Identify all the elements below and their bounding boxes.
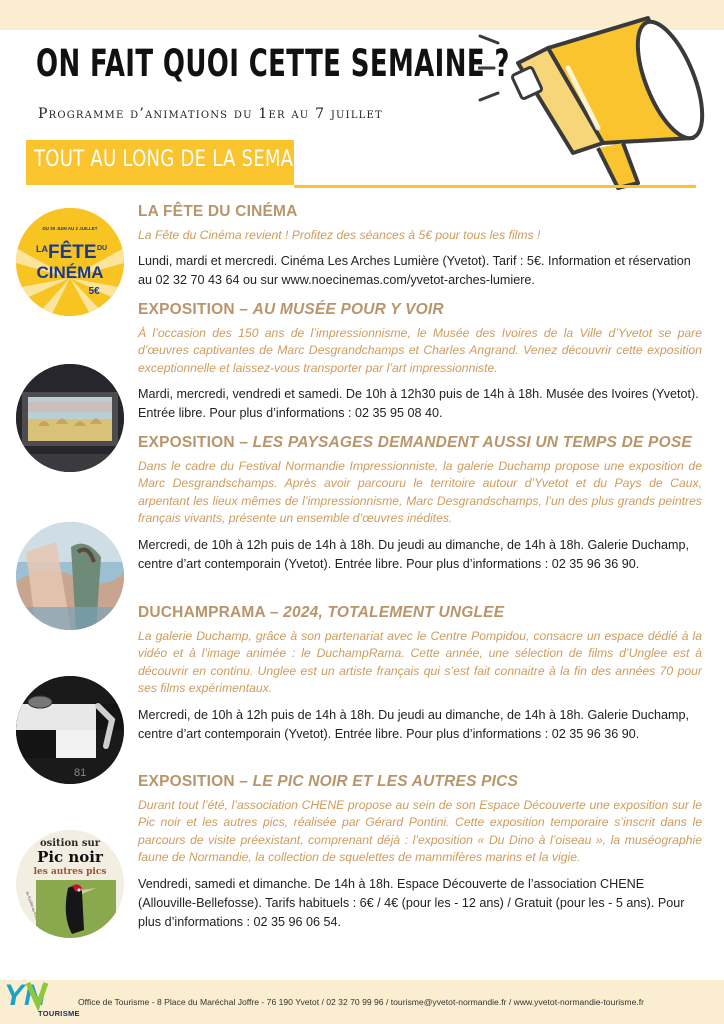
event-thumbnail-musee: [16, 364, 124, 472]
logo-letters: YN: [4, 979, 46, 1012]
pic-poster-line3: les autres pics: [33, 867, 107, 877]
event-title: [138, 203, 702, 221]
video-still-graphic: [16, 676, 124, 784]
painting-photo-graphic: [16, 364, 124, 472]
section-banner-label: TOUT AU LONG DE LA SEMAINE: [34, 147, 325, 172]
cinema-poster-graphic: [16, 208, 124, 316]
event-practical-info: Mercredi, de 10h à 12h puis de 14h à 18h. Du jeudi au dimanche, de 14h à 18h. Galerie Duchamp, centre d’art contemporain (Yvetot). Entrée libre. Pour plus d’informations : 02 35 96 36 90.: [138, 707, 689, 741]
event-thumbnail-pic-noir: [16, 830, 124, 938]
video-still-number: 81: [74, 767, 87, 779]
pic-poster-line2: Pic noir: [37, 848, 103, 866]
footer-contact: Office de Tourisme - 8 Place du Maréchal Joffre - 76 190 Yvetot / 02 32 70 99 96 / tourisme@yvetot-normandie.fr / www.yvetot-normandie-tourisme.fr: [78, 997, 644, 1007]
cinema-poster-du: DU: [97, 245, 108, 252]
cinema-poster-fete: FÊTE: [48, 242, 97, 263]
event-title: [138, 434, 702, 452]
event-title-italic: LE PIC NOIR ET LES AUTRES PICS: [252, 773, 519, 790]
event-duchamprama: [138, 604, 702, 744]
event-description: La Fête du Cinéma revient ! Profitez des séances à 5€ pour tous les films !: [138, 228, 541, 242]
event-title-main: DUCHAMPRAMA –: [138, 604, 284, 621]
pic-noir-poster-graphic: [16, 830, 124, 938]
event-title: [138, 301, 702, 319]
event-title-italic: LES PAYSAGES DEMANDENT AUSSI UN TEMPS DE POSE: [252, 434, 692, 451]
event-thumbnail-paysages: [16, 522, 124, 630]
cinema-poster-dates: DU 30 JUIN AU 2 JUILLET: [42, 226, 98, 231]
event-thumbnail-cinema: [16, 208, 124, 316]
event-au-musee-pour-y-voir: [138, 301, 702, 423]
event-practical-info: Vendredi, samedi et dimanche. De 14h à 18h. Espace Découverte de l’association CHENE (Allouville-Bellefosse). Tarifs habituels : 6€ / 4€ (pour les - 12 ans) / Gratuit (pour les - 5 ans). Pour plus d’informations : 02 35 96 06 54.: [138, 876, 685, 929]
event-practical-info: Lundi, mardi et mercredi. Cinéma Les Arches Lumière (Yvetot). Tarif : 5€. Information et réservation au 02 32 70 43 64 ou sur www.noecinemas.com/yvetot-arches-lumiere.: [138, 254, 691, 288]
event-description: Durant tout l’été, l’association CHENE propose au sein de son Espace Découverte une exposition sur le Pic noir et les autres pics, réalisée par Gérard Pontini. Cette exposition temporaire s’inscrit dans le parcours de visite préexistant, comprenant déjà : l’exposition « Du Dino à l’oiseau », la muséographie faune de Normandie, la collection de squelettes de mammifères marins et la vigie.: [138, 798, 702, 865]
event-title-main: EXPOSITION –: [138, 301, 253, 318]
section-divider: [294, 185, 696, 188]
event-title: [138, 604, 702, 622]
paysage-painting-graphic: [16, 522, 124, 630]
page-subtitle: Programme d’animations du 1er au 7 juillet: [38, 106, 383, 122]
event-description: À l’occasion des 150 ans de l’impressionnisme, le Musée des Ivoires de la Ville d’Yvetot se pare d’œuvres captivantes de Marc Desgrandchamps et Charles Angrand. Venez découvrir cette exposition exceptionnelle et laissez-vous transporter par l’art impressionniste.: [138, 326, 702, 375]
event-fete-du-cinema: [138, 203, 702, 290]
megaphone-icon: [478, 8, 718, 198]
event-pic-noir: [138, 773, 702, 932]
logo-wordmark: TOURISME: [38, 1009, 80, 1018]
event-title-italic: AU MUSÉE POUR Y VOIR: [252, 301, 444, 318]
event-title-main: LA FÊTE DU CINÉMA: [138, 203, 298, 220]
section-banner: [26, 140, 325, 185]
pic-poster-dates: du 5 juillet au 6 de: [25, 890, 46, 938]
event-title-main: EXPOSITION –: [138, 434, 253, 451]
event-title: [138, 773, 702, 791]
pic-poster-line1: osition sur: [39, 838, 101, 849]
cinema-poster-price: 5€: [88, 286, 100, 297]
event-description: La galerie Duchamp, grâce à son partenariat avec le Centre Pompidou, consacre un espace dédié à la vidéo et à l’image animée : le DuchampRama. Cette année, une sélection de films d’Unglee est à découvrir en continu. Unglee est un artiste français qui s’est fait connaitre à la fin des années 70 pour ses films expérimentaux.: [138, 629, 702, 696]
event-description: Dans le cadre du Festival Normandie Impressionniste, la galerie Duchamp propose une exposition de Marc Desgrandschamps. Après avoir parcouru le territoire autour d’Yvetot et du Pays de Caux, arpentant les lieux mêmes de l’impressionnisme, Marc Desgrandschamps, l’un des plus grands peintres français vivants, présente un ensemble d’œuvres inédites.: [138, 459, 702, 526]
event-thumbnail-duchamprama: [16, 676, 124, 784]
event-les-paysages: [138, 434, 702, 574]
cinema-poster-cinema: CINÉMA: [36, 263, 104, 282]
event-practical-info: Mardi, mercredi, vendredi et samedi. De 10h à 12h30 puis de 14h à 18h. Musée des Ivoires (Yvetot). Entrée libre. Pour plus d’informations : 02 35 95 08 40.: [138, 387, 699, 421]
page-title: ON FAIT QUOI CETTE SEMAINE ?: [36, 42, 510, 85]
cinema-poster-la: LA: [36, 244, 48, 254]
event-title-italic: 2024, TOTALEMENT UNGLEE: [283, 604, 505, 621]
event-title-main: EXPOSITION –: [138, 773, 253, 790]
event-practical-info: Mercredi, de 10h à 12h puis de 14h à 18h. Du jeudi au dimanche, de 14h à 18h. Galerie Duchamp, centre d’art contemporain (Yvetot). Entrée libre. Pour plus d’informations : 02 35 96 36 90.: [138, 537, 689, 571]
